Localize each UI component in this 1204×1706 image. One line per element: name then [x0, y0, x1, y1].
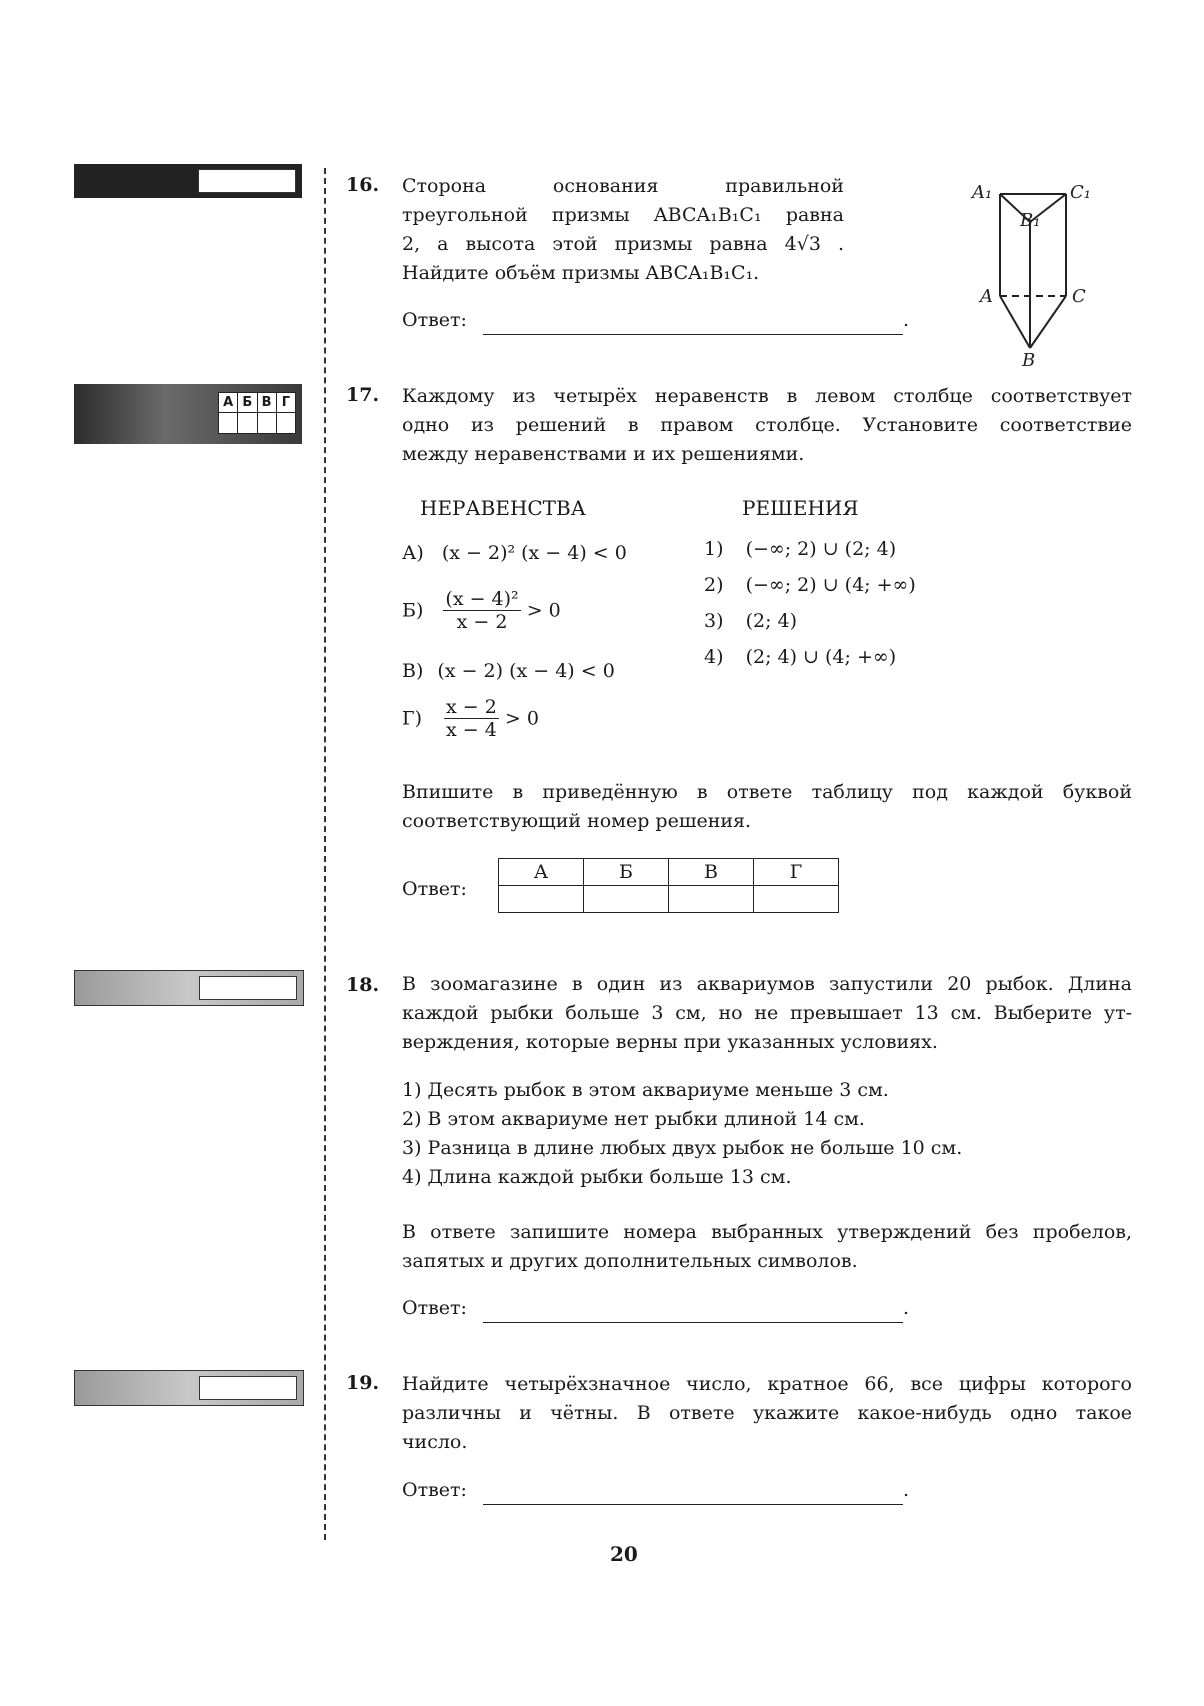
- grid-letter: В: [258, 393, 277, 412]
- inequalities-header: НЕРАВЕНСТВА: [420, 496, 586, 520]
- inequality-g: Г) $\frac{x - 2}{x - 4}$ > 0: [402, 696, 539, 741]
- grid-cell[interactable]: [238, 413, 257, 433]
- inequality-v: В) (x − 2) (x − 4) < 0: [402, 660, 615, 682]
- answer-row-18: Ответ: .: [402, 1294, 909, 1323]
- answer-input-18[interactable]: [483, 1304, 903, 1323]
- answer-label: Ответ:: [402, 1479, 467, 1501]
- answer-label: Ответ:: [402, 878, 467, 900]
- solution-1: 1) (−∞; 2) ∪ (2; 4): [704, 538, 897, 560]
- answer-box-18: [74, 970, 304, 1006]
- question-18-instruction: В ответе запишите номера выбранных утверждений без пробелов, запятых и других дополнительных символов.: [402, 1221, 1132, 1272]
- answer-label: Ответ:: [402, 309, 467, 331]
- answer-table-17: [498, 858, 839, 913]
- table-header: А: [499, 859, 584, 886]
- answer-row-19: Ответ: .: [402, 1476, 909, 1505]
- option-item: 2) В этом аквариуме нет рыбки длиной 14 см.: [402, 1108, 865, 1130]
- solution-4: 4) (2; 4) ∪ (4; +∞): [704, 646, 897, 668]
- prism-figure: [970, 178, 1096, 368]
- vertex-label: A₁: [972, 182, 993, 203]
- question-17-instruction: Впишите в приведённую в ответе таблицу под каждой буквой соответствующий номер решения.: [402, 781, 1132, 832]
- grid-cell[interactable]: [277, 413, 295, 433]
- answer-input-16[interactable]: [483, 316, 903, 335]
- option-item: 4) Длина каждой рыбки больше 13 см.: [402, 1166, 792, 1188]
- inequality-b: Б) $\frac{\text{(x − 4)²}}{x - 2}$ > 0: [402, 588, 561, 633]
- answer-row-16: Ответ: .: [402, 306, 909, 335]
- answer-cell[interactable]: [499, 886, 584, 913]
- table-header: В: [669, 859, 754, 886]
- solution-2: 2) (−∞; 2) ∪ (4; +∞): [704, 574, 916, 596]
- answer-cell[interactable]: [754, 886, 839, 913]
- vertex-label: B: [1022, 350, 1036, 368]
- option-item: 1) Десять рыбок в этом аквариуме меньше 3 см.: [402, 1079, 889, 1101]
- solutions-header: РЕШЕНИЯ: [742, 496, 859, 520]
- question-number: 17.: [346, 384, 380, 406]
- question-17-intro: Каждому из четырёх неравенств в левом столбце соответствует одно из решений в правом столбце. Установите соответствие между неравенствами и их решениями.: [402, 385, 1132, 465]
- vertex-label: C: [1072, 286, 1086, 307]
- answer-label: Ответ:: [402, 1297, 467, 1319]
- answer-cell[interactable]: [584, 886, 669, 913]
- grid-letter: Г: [281, 395, 291, 410]
- table-header: Б: [584, 859, 669, 886]
- vertex-label: B₁: [1020, 210, 1041, 231]
- grid-cell[interactable]: [258, 413, 277, 433]
- vertex-label: A: [980, 286, 993, 307]
- question-number: 16.: [346, 174, 380, 196]
- question-number: 19.: [346, 1372, 380, 1394]
- grid-letter: А: [219, 393, 238, 412]
- answer-box-16: [74, 164, 302, 198]
- solution-3: 3) (2; 4): [704, 610, 798, 632]
- table-header: Г: [754, 859, 839, 886]
- question-number: 18.: [346, 974, 380, 996]
- answer-box-17: [74, 384, 302, 444]
- grid-letter: Б: [238, 393, 257, 412]
- answer-input-19[interactable]: [483, 1486, 903, 1505]
- answer-box-19: [74, 1370, 304, 1406]
- answer-grid-17: [218, 392, 296, 434]
- answer-box-18-field[interactable]: [199, 976, 297, 1000]
- page-number: 20: [610, 1542, 638, 1566]
- question-16-text: Сторона основания правильной треугольной призмы ABCA₁B₁C₁ равна 2, а высота этой призмы равна 4√3 . Найдите объём призмы ABCA₁B₁C₁.: [402, 175, 844, 284]
- inequality-a: А) (x − 2)² (x − 4) < 0: [402, 542, 627, 564]
- question-18-intro: В зоомагазине в один из аквариумов запустили 20 рыбок. Длина каждой рыбки больше 3 см, но не превышает 13 см. Выберите ут- верждения, которые верны при указанных условиях.: [402, 973, 1132, 1053]
- option-item: 3) Разница в длине любых двух рыбок не больше 10 см.: [402, 1137, 963, 1159]
- vertex-label: C₁: [1070, 182, 1091, 203]
- answer-cell[interactable]: [669, 886, 754, 913]
- question-19-text: Найдите четырёхзначное число, кратное 66, все цифры которого различны и чётны. В ответе укажите какое-нибудь одно такое число.: [402, 1373, 1132, 1453]
- answer-box-16-field[interactable]: [198, 169, 296, 193]
- grid-cell[interactable]: [219, 413, 238, 433]
- question-18-options: [402, 1076, 962, 1192]
- answer-box-19-field[interactable]: [199, 1376, 297, 1400]
- cut-line: [324, 168, 326, 1540]
